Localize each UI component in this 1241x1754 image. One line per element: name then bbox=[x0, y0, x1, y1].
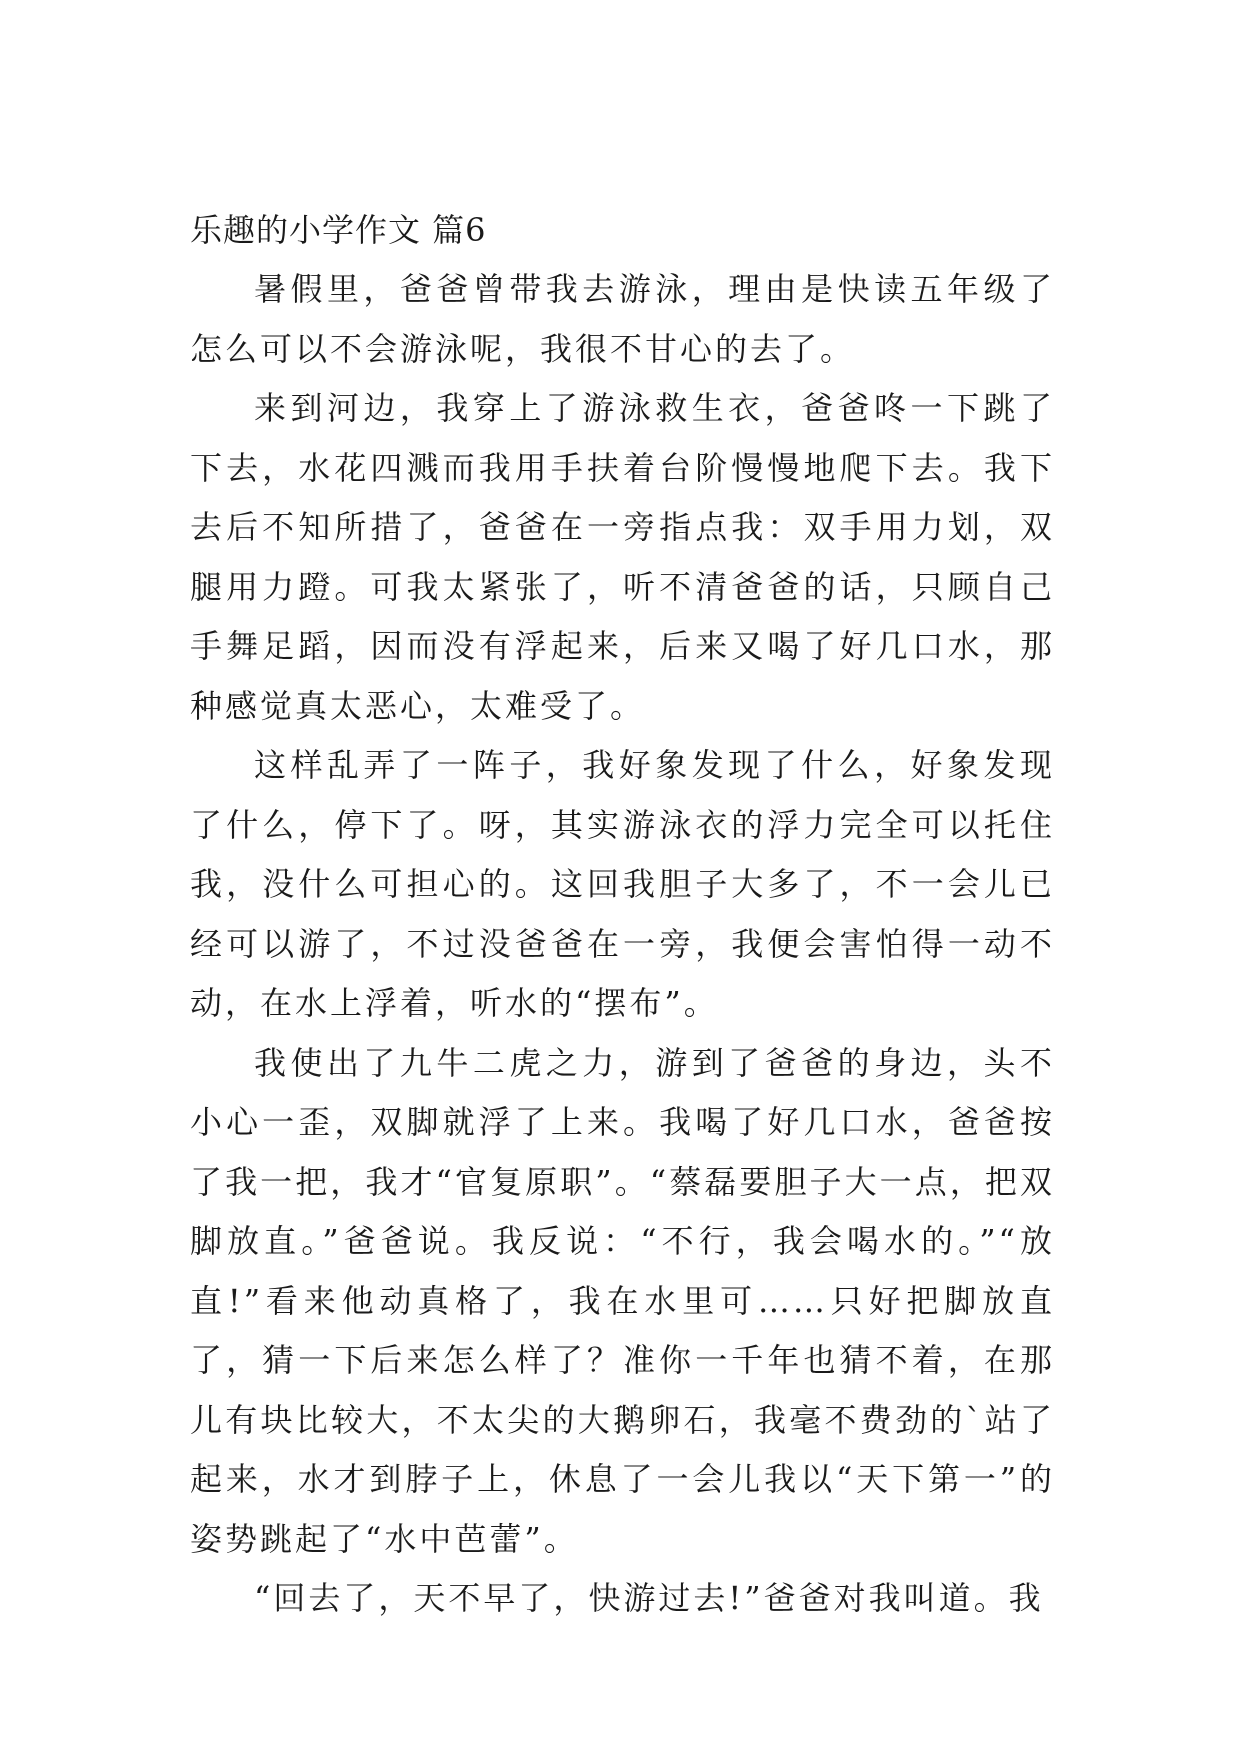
paragraph-3: 这样乱弄了一阵子，我好象发现了什么，好象发现了什么，停下了。呀，其实游泳衣的浮力完全可以托住我，没什么可担心的。这回我胆子大多了，不一会儿已经可以游了，不过没爸爸在一旁，我便会害怕得一动不动，在水上浮着，听水的“摆布”。 bbox=[190, 746, 1055, 1022]
paragraph-4: 我使出了九牛二虎之力，游到了爸爸的身边，头不小心一歪，双脚就浮了上来。我喝了好几口水，爸爸按了我一把，我才“官复原职”。“蔡磊要胆子大一点，把双脚放直。”爸爸说。我反说：“不行，我会喝水的。”“放直!”看来他动真格了，我在水里可……只好把脚放直了，猜一下后来怎么样了？准你一千年也猜不着，在那儿有块比较大，不太尖的大鹅卵石，我毫不费劲的`站了起来，水才到脖子上，休息了一会儿我以“天下第一”的姿势跳起了“水中芭蕾”。 bbox=[190, 1043, 1055, 1558]
document-page bbox=[190, 200, 1055, 1629]
paragraph-5: “回去了，天不早了，快游过去!”爸爸对我叫道。我 bbox=[254, 1579, 1044, 1617]
document-title: 乐趣的小学作文 篇6 bbox=[190, 211, 487, 249]
paragraph-1: 暑假里，爸爸曾带我去游泳，理由是快读五年级了怎么可以不会游泳呢，我很不甘心的去了。 bbox=[190, 270, 1055, 368]
paragraph-2: 来到河边，我穿上了游泳救生衣，爸爸咚一下跳了下去，水花四溅而我用手扶着台阶慢慢地爬下去。我下去后不知所措了，爸爸在一旁指点我：双手用力划，双腿用力蹬。可我太紧张了，听不清爸爸的话，只顾自己手舞足蹈，因而没有浮起来，后来又喝了好几口水，那种感觉真太恶心，太难受了。 bbox=[190, 389, 1055, 725]
